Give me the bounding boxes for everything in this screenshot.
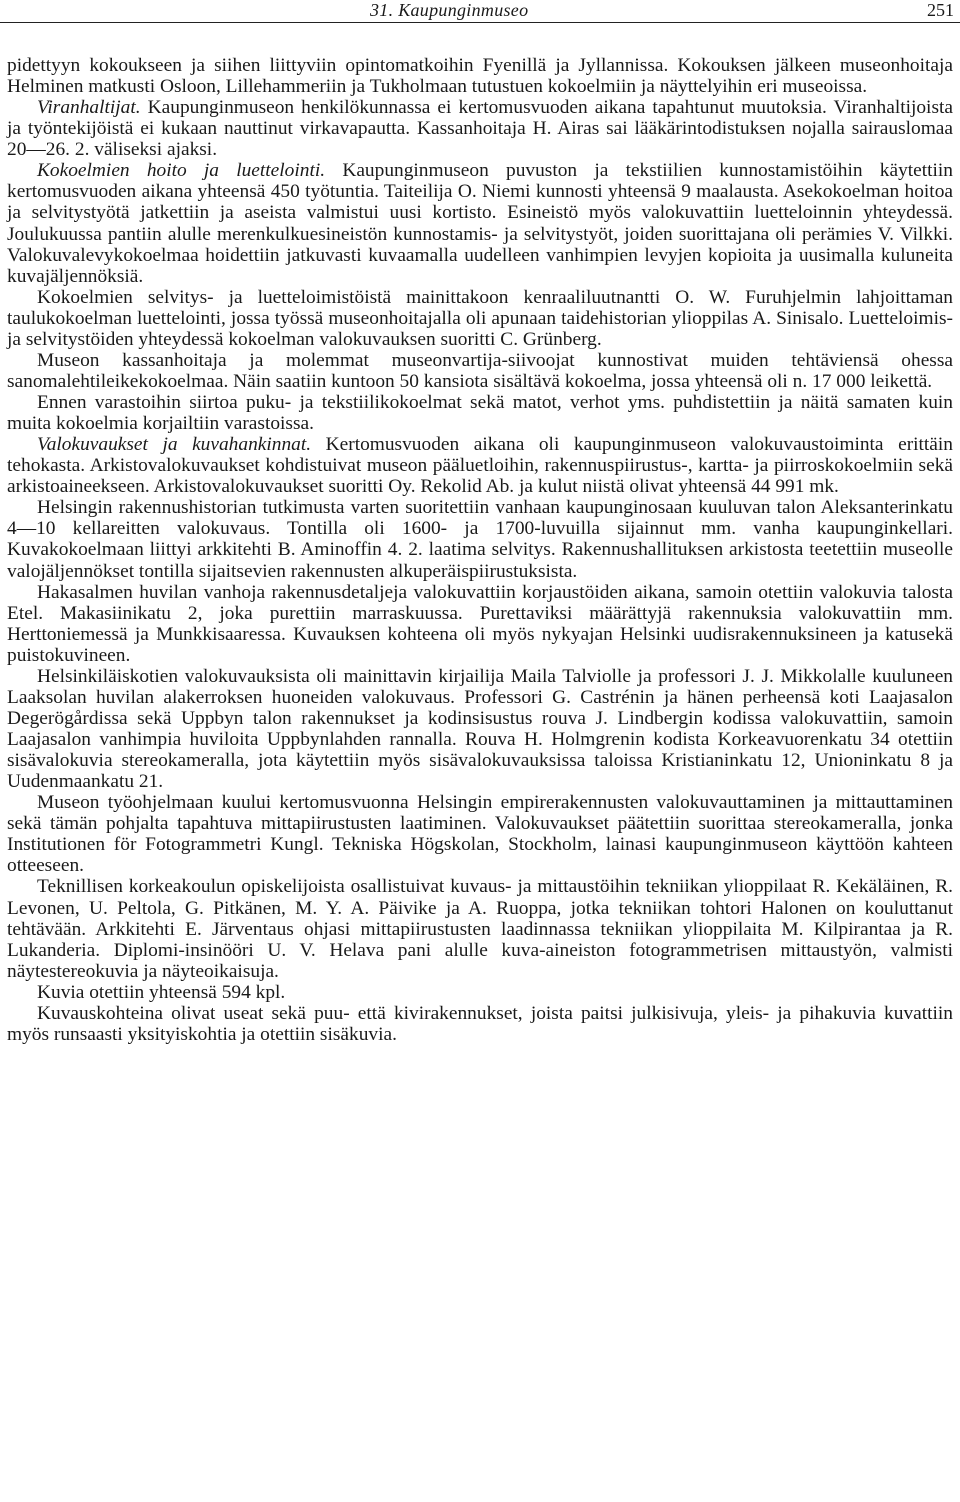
paragraph (7, 97, 953, 160)
paragraph-text: Teknillisen korkeakoulun opiskelijoista osallistuivat kuvaus- ja mittaustöihin tekniikan ylioppilaat R. Kekäläinen, R. Levonen, U. Peltola, G. Pitkänen, M. Y. A. Päivike ja A. Ruoppa, jotka tekniikan tohtori Halonen on kouluttanut tehtävään. Arkkitehti E. Järventaus ohjasi mittapiirustusten laadinnassa tekniikan ylioppilaita M. Kilpirantaa ja R. Lukanderia. Diplomi-insinööri U. V. Helava pani alulle kuva-aineiston fotogrammetrisen mittaustyön, valmisti näytestereokuvia ja näyteoikaisuja. (7, 876, 953, 982)
running-header (0, 0, 960, 30)
paragraph (7, 497, 953, 581)
page-number: 251 (927, 0, 954, 20)
paragraph-text: Ennen varastoihin siirtoa puku- ja tekstiilikokoelmat sekä matot, verhot yms. puhdistettiin ja näitä samaten kuin muita kokoelmia korjailtiin varastoissa. (7, 392, 953, 435)
paragraph-text: Helsingin rakennushistorian tutkimusta varten suoritettiin vanhaan kaupunginosaan kuuluvan talon Aleksanterinkatu 4—10 kellareitten valokuvaus. Tontilla oli 1600- ja 1700-luvuilla sijainnut mm. vanha kaupunginkellari. Kuvakokoelmaan liittyi arkkitehti B. Aminoffin 4. 2. laatima selvitys. Rakennushallituksen arkistosta teetettiin museolle valojäljennökset tontilla sijaitsevien rakennusten alkuperäispiirustuksista. (7, 497, 953, 582)
paragraph-text: Kokoelmien selvitys- ja luetteloimistöistä mainittakoon kenraaliluutnantti O. W. Furuhjelmin lahjoittaman taulukokoelman luettelointi, jossa työssä museonhoitajalla oli apunaan taidehistorian ylioppilas A. Sinisalo. Luetteloimis- ja selvitystöiden yhteydessä kokoelman valokuvauksen suoritti C. Grünberg. (7, 286, 953, 350)
chapter-title: 31. Kaupunginmuseo (370, 0, 529, 20)
paragraph-text: Kertomusvuoden aikana oli kaupunginmuseon valokuvaustoiminta erittäin tehokasta. Arkistovalokuvaukset kohdistuivat museon pääluetloihin, rakennuspiirustus-, kartta- ja piirroskokoelmiin sekä arkistoaineekseen. Arkistovalokuvaukset suoritti Oy. Rekolid Ab. ja kulut niistä olivat yhteensä 44 991 mk. (7, 434, 953, 498)
section-lead-heading: Valokuvaukset ja kuvahankinnat. (37, 434, 312, 456)
paragraph (7, 982, 953, 1003)
paragraph (7, 392, 953, 434)
section-lead-heading: Viranhaltijat. (37, 97, 141, 119)
paragraph (7, 876, 953, 981)
paragraph (7, 666, 953, 792)
paragraph-text: Helsinkiläiskotien valokuvauksista oli mainittavin kirjailija Maila Talviolle ja professori J. J. Mikkolalle kuuluneen Laaksolan huvilan alakerroksen huoneiden valokuvaus. Professori G. Castrénin ja hänen perheensä koti Laajasalon Degerögårdissa sekä Uppbyn talon rakennukset ja kodinsisustus rouva J. Lindbergin kodissa valokuvattiin, samoin Laajasalon vanhimpia huviloita Uppbynlahden rannalla. Rouva H. Holmgrenin kodista Korkeavuorenkatu 34 otettiin sisävalokuvia stereokameralla, jota käytettiin myös sisävalokuvauksissa taloissa Kristianinkatu 12, Unioninkatu 8 ja Uudenmaankatu 21. (7, 665, 953, 793)
paragraph (7, 160, 953, 286)
section-lead-heading: Kokoelmien hoito ja luettelointi. (37, 160, 326, 182)
paragraph-text: Kuvia otettiin yhteensä 594 kpl. (37, 981, 286, 1003)
paragraph (7, 55, 953, 97)
paragraph (7, 1003, 953, 1045)
header-rule (0, 22, 960, 23)
paragraph-text: Kuvauskohteina olivat useat sekä puu- että kivirakennukset, joista paitsi julkisivuja, yleis- ja pihakuvia kuvattiin myös runsaasti yksityiskohtia ja otettiin sisäkuvia. (7, 1002, 953, 1045)
paragraph (7, 792, 953, 876)
paragraph-text: pidettyyn kokoukseen ja siihen liittyviin opintomatkoihin Fyenillä ja Jyllannissa. Kokouksen jälkeen museonhoitaja Helminen matkusti Osloon, Lillehammeriin ja Tukholmaan tutustuen kokoelmiin ja näyttelyihin eri museoissa. (7, 55, 953, 98)
paragraph-text: Hakasalmen huvilan vanhoja rakennusdetaljeja valokuvattiin korjaustöiden aikana, samoin otettiin valokuvia talosta Etel. Makasiinikatu 2, joka purettiin marraskuussa. Purettaviksi määrättyjä rakennuksia valokuvattiin mm. Herttoniemessä ja Munkkisaaressa. Kuvauksen kohteena oli myös nykyajan Helsinki uudisrakennuksineen ja katusekä puistokuvineen. (7, 581, 953, 666)
paragraph (7, 434, 953, 497)
paragraph (7, 582, 953, 666)
paragraph (7, 350, 953, 392)
paragraph-text: Kaupunginmuseon henkilökunnassa ei kertomusvuoden aikana tapahtunut muutoksia. Viranhaltijoista ja työntekijöistä ei kukaan nauttinut virkavapautta. Kassanhoitaja H. Airas sai lääkärintodistuksen nojalla sairauslomaa 20—26. 2. väliseksi ajaksi. (7, 97, 953, 161)
paragraph-text: Museon työohjelmaan kuului kertomusvuonna Helsingin empirerakennusten valokuvauttaminen ja mittauttaminen sekä tämän pohjalta tapahtuva mittapiirustusten laatiminen. Valokuvaukset päätettiin suorittaa stereokameralla, jonka Institutionen för Fotogrammetri Kungl. Tekniska Högskolan, Stockholm, lainasi kaupunginmuseon käyttöön kahteen otteeseen. (7, 792, 953, 877)
body-text (7, 55, 953, 1045)
paragraph-text: Kaupunginmuseon puvuston ja tekstiilien kunnostamistöihin käytettiin kertomusvuoden aikana yhteensä 450 työtuntia. Taiteilija O. Niemi kunnosti yhteensä 9 maalausta. Asekokoelman hoitoa ja selvitystyötä jatkettiin ja aseista valmistui uusi kortisto. Esineistö myös valokuvattiin luetteloinnin yhteydessä. Joulukuussa pantiin alulle merenkulkuesineistön kunnostamis- ja selvitystyöt, joiden suorittajana oli perämies V. Vilkki. Valokuvalevykokoelmaa hoidettiin jatkuvasti kuvaamalla uudelleen vanhimpien levyjen kopioita ja uusimalla kuluneita kuvajäljennöksiä. (7, 160, 953, 287)
paragraph (7, 287, 953, 350)
paragraph-text: Museon kassanhoitaja ja molemmat museonvartija-siivoojat kunnostivat muiden tehtäviensä ohessa sanomalehtileikekokoelmaa. Näin saatiin kuntoon 50 kansiota sisältävä kokoelma, jossa yhteensä oli n. 17 000 leikettä. (7, 349, 953, 392)
